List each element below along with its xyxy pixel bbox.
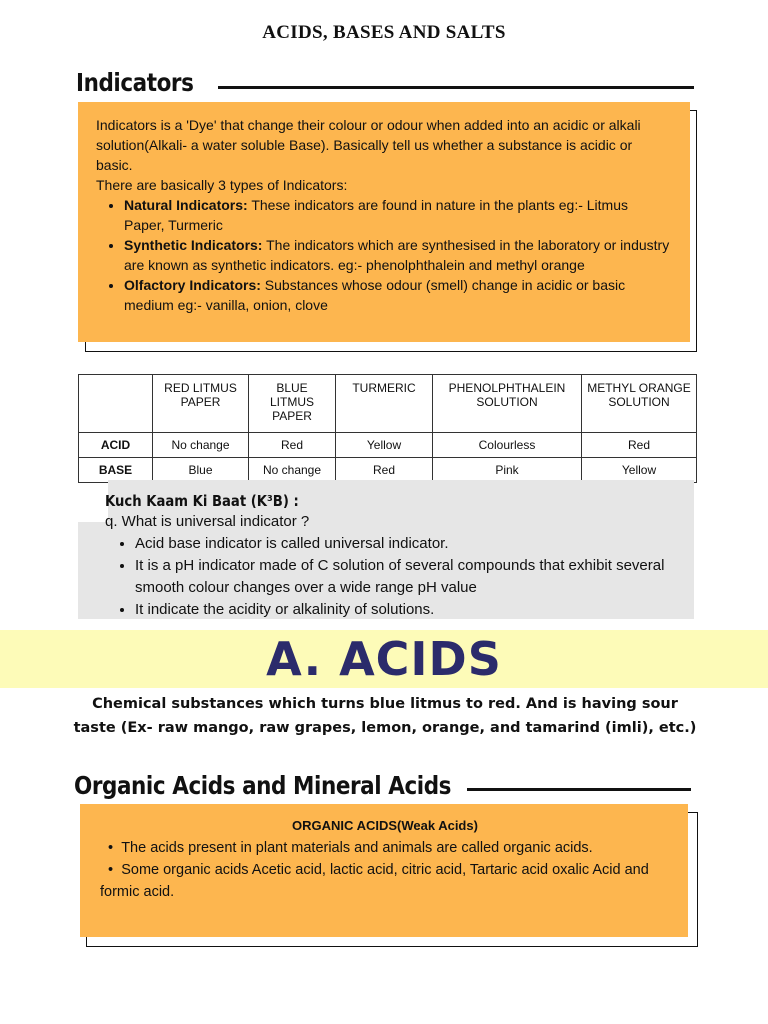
indicators-heading-rule xyxy=(218,86,694,89)
table-cell: Colourless xyxy=(433,433,582,458)
k3b-body xyxy=(105,511,685,621)
table-cell: No change xyxy=(249,458,336,483)
table-header-cell: PHENOLPHTHALEIN SOLUTION xyxy=(433,375,582,433)
table-header-row xyxy=(79,375,697,433)
acids-definition: Chemical substances which turns blue litmus to red. And is having sour taste (Ex- raw mango, raw grapes, lemon, orange, and tamarind (imli), etc.) xyxy=(73,696,697,736)
table-cell: Yellow xyxy=(582,458,697,483)
k3b-points xyxy=(105,533,685,621)
table-row-label: ACID xyxy=(79,433,153,458)
table-header-cell: METHYL ORANGE SOLUTION xyxy=(582,375,697,433)
table-cell: Yellow xyxy=(336,433,433,458)
k3b-title: Kuch Kaam Ki Baat (K³B) : xyxy=(105,492,299,510)
table-cell: Red xyxy=(336,458,433,483)
table-cell: No change xyxy=(153,433,249,458)
table-header-cell: BLUE LITMUS PAPER xyxy=(249,375,336,433)
list-item: • It is a pH indicator made of C solution of several compounds that exhibit several smooth colour changes over a wide range pH value xyxy=(135,555,685,599)
list-item: • Acid base indicator is called universal indicator. xyxy=(135,533,685,555)
indicators-heading: Indicators xyxy=(76,68,194,97)
table-cell: Red xyxy=(582,433,697,458)
indicator-type-synthetic: • Synthetic Indicators: The indicators which are synthesised in the laboratory or industry are known as synthetic indicators. eg:- phenolphthalein and methyl orange xyxy=(124,235,672,275)
indicator-table xyxy=(78,374,697,483)
table-header-cell xyxy=(79,375,153,433)
indicators-intro: Indicators is a 'Dye' that change their colour or odour when added into an acidic or alkali solution(Alkali- a water soluble Base). Basically tell us whether a substance is acidic or basic. xyxy=(96,117,641,173)
indicator-type-olfactory: • Olfactory Indicators: Substances whose odour (smell) change in acidic or basic medium eg:- vanilla, onion, clove xyxy=(124,275,672,315)
table-row xyxy=(79,458,697,483)
indicators-list xyxy=(96,195,672,315)
indicator-type-natural: • Natural Indicators: These indicators are found in nature in the plants eg:- Litmus Paper, Turmeric xyxy=(124,195,672,235)
table-cell: Red xyxy=(249,433,336,458)
organic-mineral-heading: Organic Acids and Mineral Acids xyxy=(74,771,452,800)
organic-box-title: ORGANIC ACIDS(Weak Acids) xyxy=(292,818,478,833)
k3b-question: q. What is universal indicator ? xyxy=(105,513,310,530)
acids-title: A. ACIDS xyxy=(266,632,502,686)
table-header-cell: RED LITMUS PAPER xyxy=(153,375,249,433)
organic-acids-box xyxy=(80,804,688,937)
indicators-types-line: There are basically 3 types of Indicators: xyxy=(96,177,348,193)
table-row-label: BASE xyxy=(79,458,153,483)
indicators-box xyxy=(78,102,690,342)
table-header-cell: TURMERIC xyxy=(336,375,433,433)
page-title: ACIDS, BASES AND SALTS xyxy=(262,22,506,43)
table-cell: Blue xyxy=(153,458,249,483)
list-item: • Some organic acids Acetic acid, lactic acid, citric acid, Tartaric acid oxalic Acid and formic acid. xyxy=(100,862,649,900)
list-item: • It indicate the acidity or alkalinity of solutions. xyxy=(135,599,685,621)
list-item: • The acids present in plant materials and animals are called organic acids. xyxy=(100,840,593,856)
table-cell: Pink xyxy=(433,458,582,483)
table-row xyxy=(79,433,697,458)
organic-mineral-heading-rule xyxy=(467,788,691,791)
